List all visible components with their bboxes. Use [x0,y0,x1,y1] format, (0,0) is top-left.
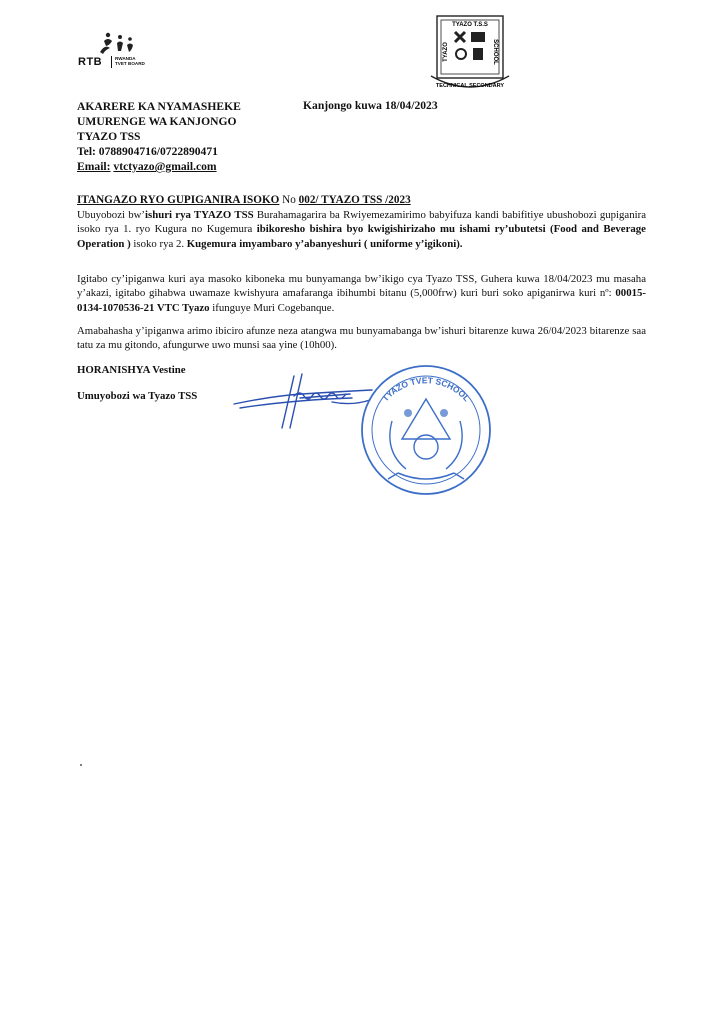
rtb-logo-text: RTB [78,56,103,68]
sector-line: UMURENGE WA KANJONGO [77,115,237,128]
email-link[interactable]: vtctyazo@gmail.com [113,160,217,173]
p1-text-2: Burahamagarira ba Rwiyemezamirimo babyifuza kandi babifitiye ubushobozi gupiganira isoko rya 1. ryo Kugura no Kugemura [77,209,646,236]
p1-bold-1: ishuri rya TYAZO TSS [145,209,254,221]
p1-bold-2: ibikoresho bishira byo kwigishirizaho mu ishami ry’ubutetsi (Food and Beverage Operation ) [77,223,646,250]
stamp-text: TYAZO TVET SCHOOL [380,375,472,404]
notice-title [77,194,411,206]
school-seal-icon [425,14,515,98]
tel-line: Tel: 0788904716/0722890471 [77,145,218,158]
email-label: Email: [77,160,111,173]
district-line: AKARERE KA NYAMASHEKE [77,100,241,113]
svg-text:TYAZO: TYAZO [443,42,449,62]
p1-bold-3: Kugemura imyambaro y’abanyeshuri ( uniforme y’igikoni). [186,237,463,250]
svg-text:SCHOOL: SCHOOL [492,39,498,65]
address-block [77,99,241,174]
paragraph-1 [77,208,646,251]
p2-text-2: ifunguye Muri Cogebanque. [209,301,335,314]
signer-name: HORANISHYA Vestine [77,364,186,376]
rtb-subtext-line1: RWANDA [115,56,136,61]
stray-dot [80,764,82,766]
rtb-logo-subtext [115,56,145,66]
p3-text-1: Amabahasha y’ipiganwa arimo ibiciro afunze neza atangwa mu bunyamabanga bw’ishuri bitarenze kuwa 26/04/2023 bitarenze saa tatu za mu gitondo, afungurwe uwo munsi saa yine (10h00). [77,325,646,352]
official-stamp [358,361,494,499]
p2-text-1: Igitabo cy’ipiganwa kuri aya masoko kiboneka mu bunyamanga bw’ikigo cya Tyazo TSS, Guhera kuwa 18/04/2023 mu masaha y’akazi, igitabo gihabwa uwamaze kwishyura amafaranga ibihumbi bitanu (5,000frw) kuri buri soko apiganirwa kuri nº: [77,273,646,300]
paragraph-2 [77,272,646,315]
handwritten-signature [232,368,378,430]
svg-text:TYAZO T.S.S: TYAZO T.S.S [452,22,488,28]
notice-title-no: No [282,194,296,206]
signer-title: Umuyobozi wa Tyazo TSS [77,390,198,402]
p1-text-1: Ubuyobozi bw’ [77,209,146,221]
rtb-logo-icon [98,30,138,56]
rtb-separator [111,56,112,68]
p2-account-number: 00015-0134-1070536-21 VTC Tyazo [77,287,646,314]
paragraph-3 [77,324,646,353]
p1-text-3: isoko rya 2. [130,237,187,250]
svg-text:TECHNICAL SECONDARY: TECHNICAL SECONDARY [435,83,505,89]
notice-title-ref: 002/ TYAZO TSS /2023 [298,194,411,206]
place-date: Kanjongo kuwa 18/04/2023 [303,99,438,112]
rtb-subtext-line2: TVET BOARD [115,61,145,66]
school-line: TYAZO TSS [77,130,141,143]
email-line [77,159,241,174]
notice-title-prefix: ITANGAZO RYO GUPIGANIRA ISOKO [77,194,280,206]
